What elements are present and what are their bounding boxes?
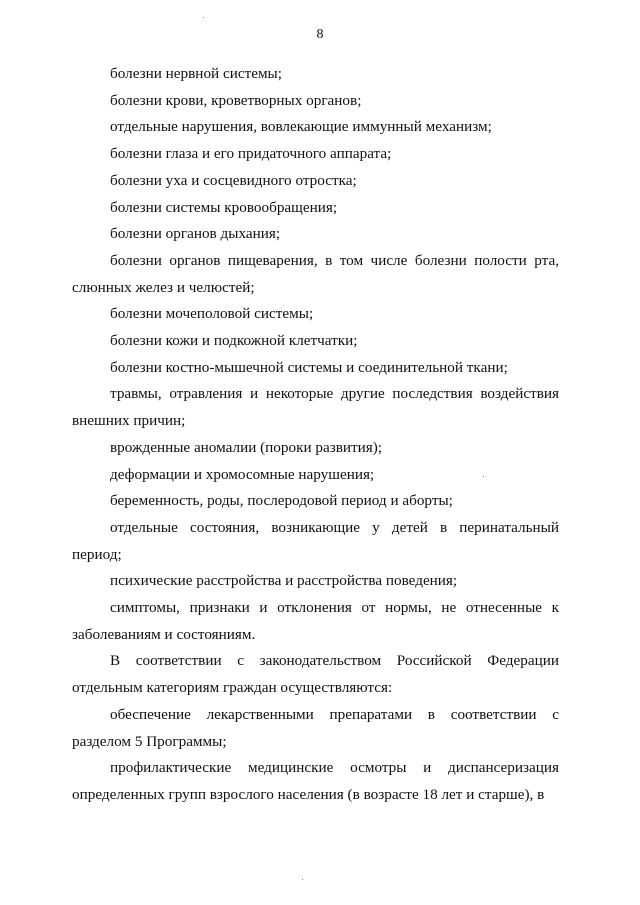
list-item: болезни органов дыхания; — [110, 225, 281, 243]
document-body — [72, 61, 559, 809]
list-item: болезни мочеполовой системы; — [110, 305, 314, 323]
list-item: травмы, отравления и некоторые другие последствия воздействия внешних причин; — [72, 385, 559, 430]
list-item: болезни нервной системы; — [110, 65, 282, 82]
paragraph: В соответствии с законодательством Российской Федерации отдельным категориям граждан осуществляются: — [72, 652, 559, 697]
list-item: болезни глаза и его придаточного аппарата; — [110, 145, 392, 163]
list-item: болезни костно-мышечной системы и соединительной ткани; — [110, 358, 508, 376]
scan-artifact — [483, 476, 484, 477]
list-item: болезни системы кровообращения; — [110, 198, 338, 216]
list-item: отдельные нарушения, вовлекающие иммунный механизм; — [110, 118, 492, 136]
list-item: врожденные аномалии (пороки развития); — [110, 438, 383, 456]
list-item: болезни органов пищеварения, в том числе болезни полости рта, слюнных желез и челюстей; — [72, 251, 559, 296]
list-item: болезни уха и сосцевидного отростка; — [110, 171, 357, 189]
list-item: отдельные состояния, возникающие у детей в перинатальный период; — [72, 518, 559, 563]
list-item: деформации и хромосомные нарушения; — [110, 465, 375, 483]
scan-artifact — [302, 879, 303, 880]
list-item: беременность, роды, послеродовой период и аборты; — [110, 492, 453, 510]
list-item: психические расстройства и расстройства поведения; — [110, 572, 458, 590]
page-number: 8 — [316, 27, 324, 42]
list-item: обеспечение лекарственными препаратами в соответствии с разделом 5 Программы; — [72, 705, 559, 750]
list-item: болезни крови, кроветворных органов; — [110, 91, 362, 109]
scan-artifact — [203, 17, 204, 18]
list-item: профилактические медицинские осмотры и диспансеризация определенных групп взрослого населения (в возрасте 18 лет и старше), в — [72, 759, 559, 803]
list-item: симптомы, признаки и отклонения от нормы, не отнесенные к заболеваниям и состояниям. — [72, 599, 559, 643]
list-item: болезни кожи и подкожной клетчатки; — [110, 332, 358, 350]
